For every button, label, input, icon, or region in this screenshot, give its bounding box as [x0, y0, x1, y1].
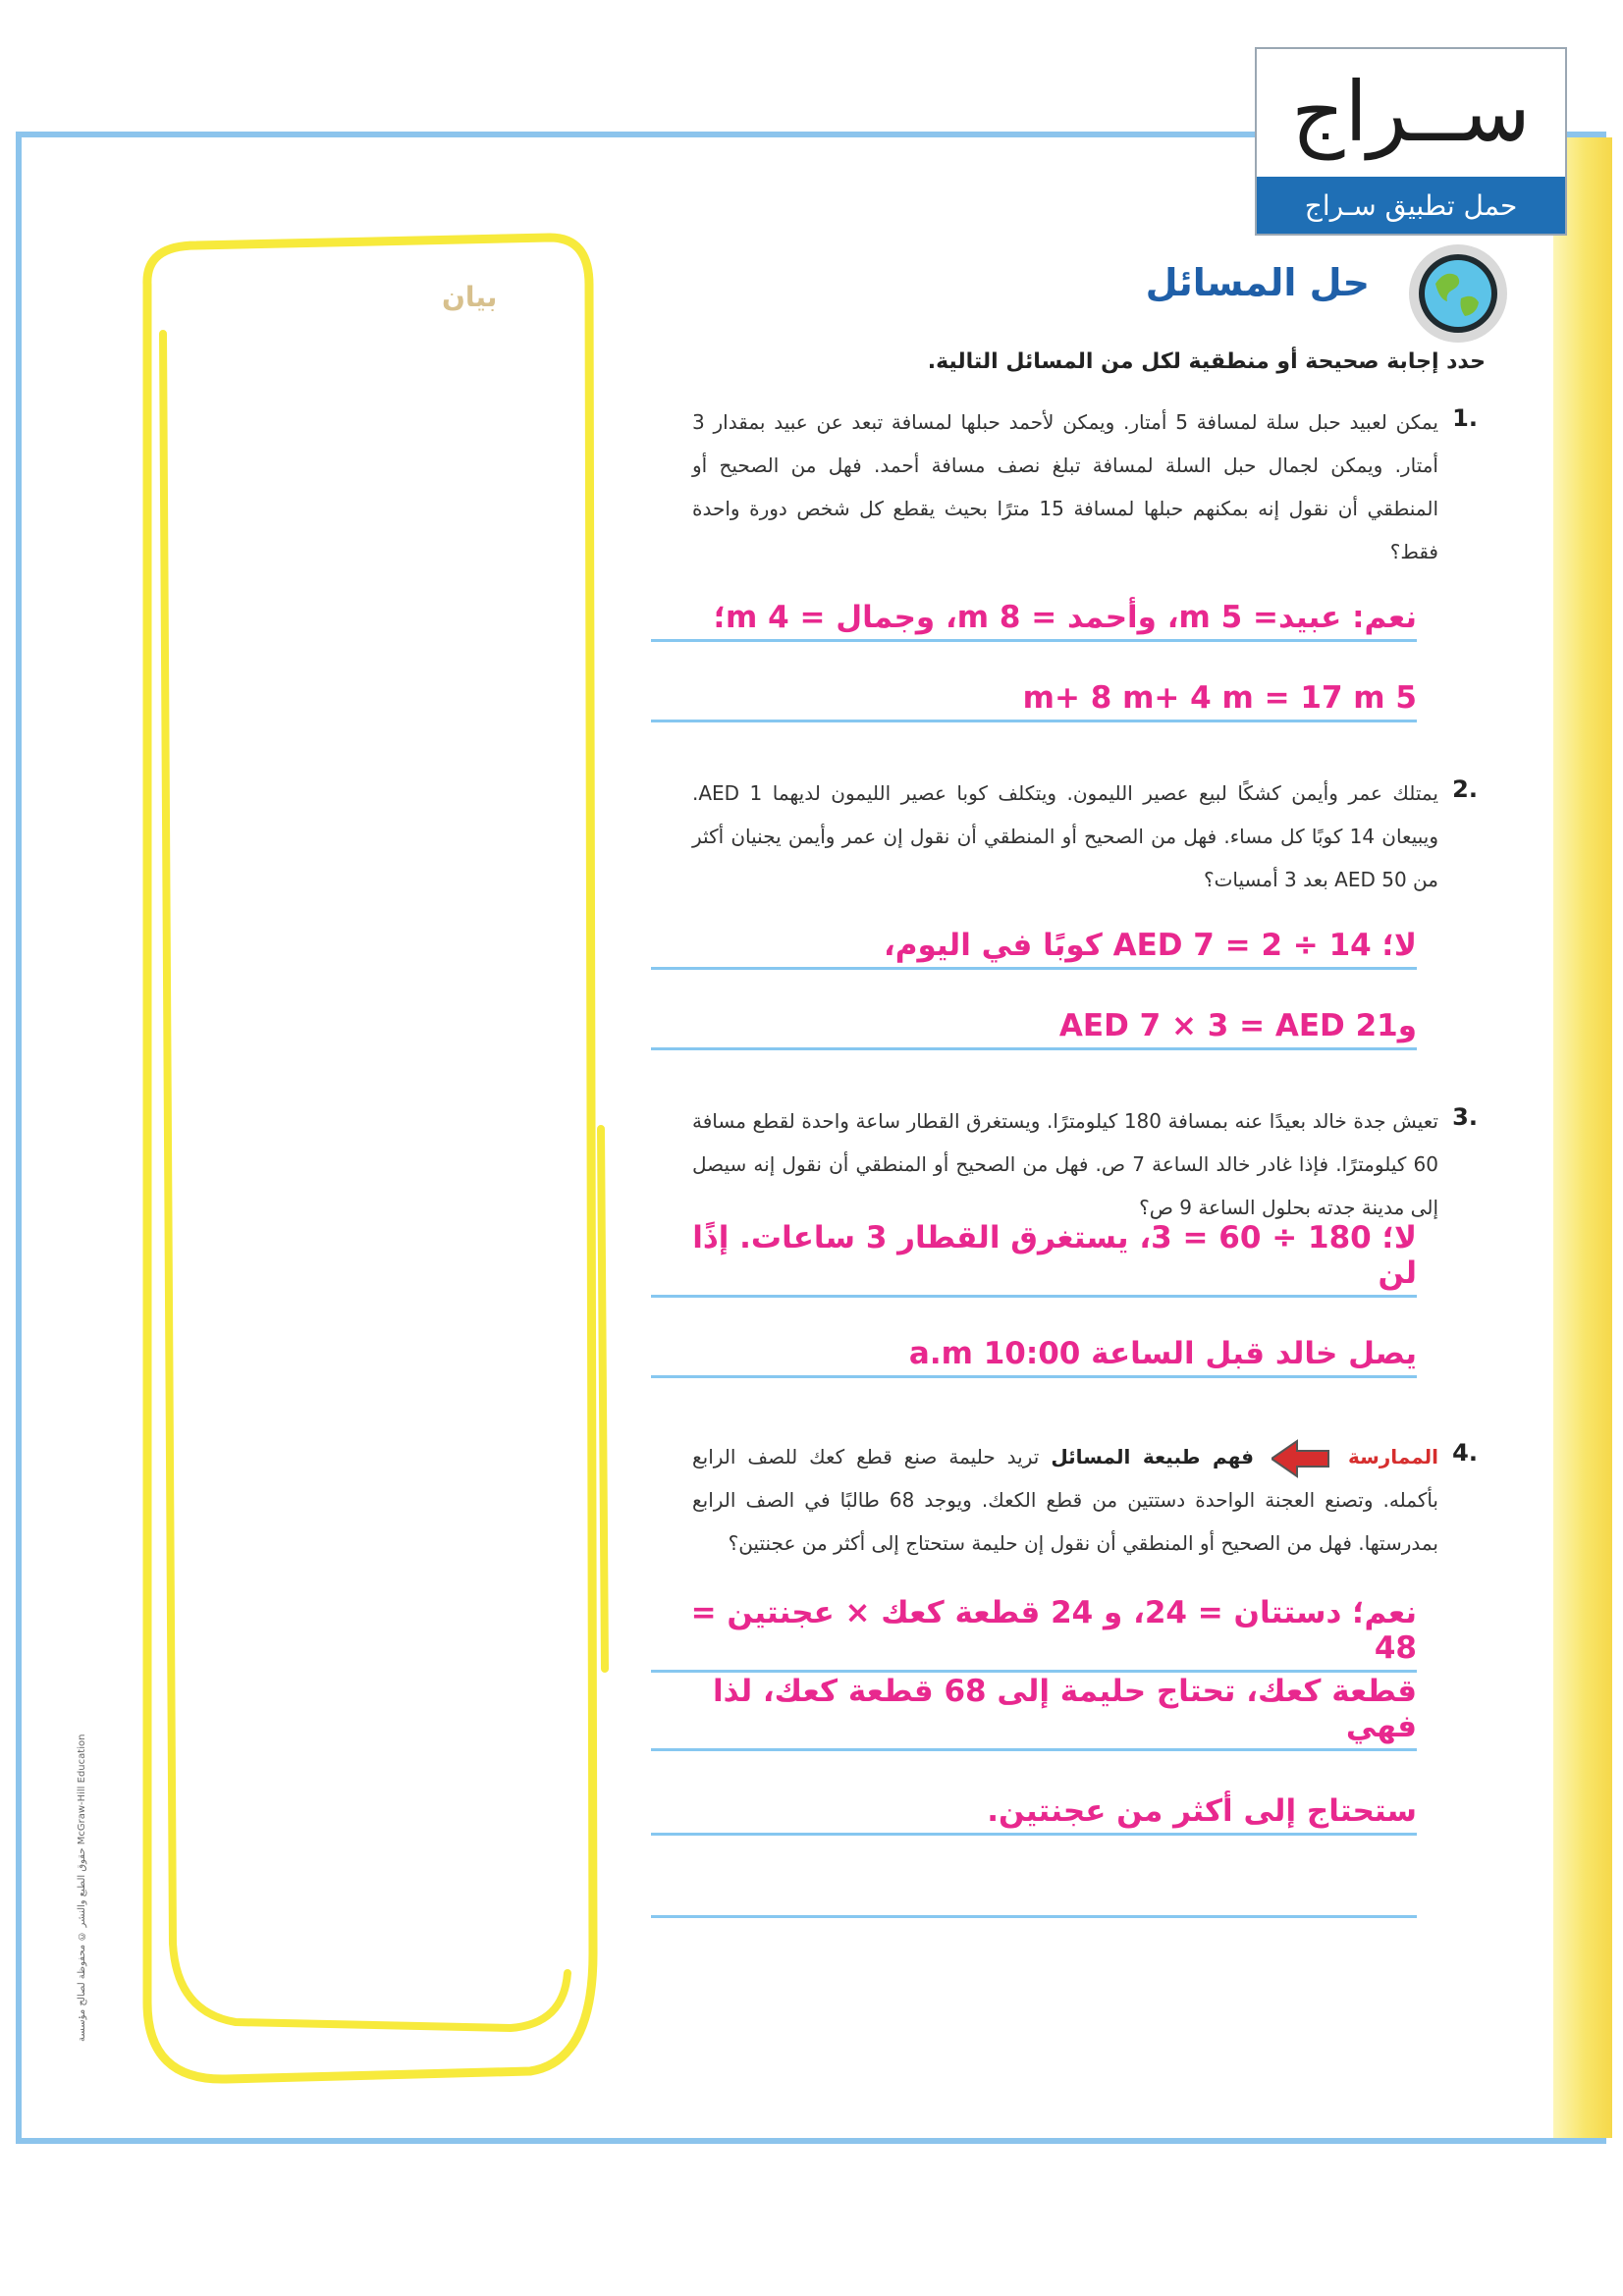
red-arrow-icon: [1271, 1439, 1330, 1478]
stamp-mark: بيان: [442, 281, 498, 313]
answer-1-line-1: نعم: عبيد= 5 m، وأحمد = 8 m، وجمال = 4 m؛: [651, 579, 1417, 642]
app-logo[interactable]: [1255, 47, 1567, 236]
answer-4-line-4: [651, 1855, 1417, 1918]
answer-1-line-2: 5 m+ 8 m+ 4 m = 17 m: [651, 660, 1417, 722]
question-4-text: [692, 1435, 1438, 1565]
question-4-number: 4.: [1452, 1439, 1478, 1467]
answer-4-line-1: نعم؛ دستتان = 24، و 24 قطعة كعك × عجنتين = 48: [651, 1610, 1417, 1673]
answer-4-line-2: قطعة كعك، تحتاج حليمة إلى 68 قطعة كعك، لذا فهي: [651, 1688, 1417, 1751]
copyright-side-note: حقوق الطبع والنشر © محفوظة لصالح مؤسسة McGraw-Hill Education: [77, 1734, 87, 2042]
topic-label: فهم طبيعة المسائل: [1051, 1445, 1255, 1468]
question-2-number: 2.: [1452, 775, 1478, 803]
question-3-number: 3.: [1452, 1103, 1478, 1131]
question-1-text: يمكن لعبيد حبل سلة لمسافة 5 أمتار. ويمكن لأحمد حبلها لمسافة تبعد عن عبيد بمقدار 3 أمتار. ويمكن لجمال حبل السلة لمسافة تبلغ نصف مسافة أحمد. فهل من الصحيح أو المنطقي أن نقول إنه بمكنهم حبلها لمسافة 15 مترًا بحيث يقطع كل شخص دورة واحدة فقط؟: [692, 410, 1438, 563]
answer-4-line-3: ستحتاج إلى أكثر من عجنتين.: [651, 1773, 1417, 1836]
section-title: حل المسائل: [1145, 261, 1370, 304]
instruction-text: حدد إجابة صحيحة أو منطقية لكل من المسائل التالية.: [927, 349, 1486, 374]
yellow-side-strip: [1553, 137, 1612, 2138]
answer-3-line-1: لا؛ 180 ÷ 60 = 3، يستغرق القطار 3 ساعات. إذًا لن: [651, 1235, 1417, 1298]
question-2-text: يمتلك عمر وأيمن كشكًا لبيع عصير الليمون. ويتكلف كوبا عصير الليمون لديهما AED 1. ويبيعان 14 كوبًا كل مساء. فهل من الصحيح أو المنطقي أن نقول إن عمر وأيمن يجنيان أكثر من AED 50 بعد 3 أمسيات؟: [692, 781, 1438, 891]
question-4-body: تريد حليمة صنع قطع كعك للصف الرابع بأكمله. وتصنع العجنة الواحدة دستتين من قطع الكعك. ويوجد 68 طالبًا في الصف الرابع بمدرستها. فهل من الصحيح أو المنطقي أن نقول إن حليمة ستحتاج إلى أكثر من عجنتين؟: [692, 1445, 1438, 1555]
logo-word: ســراج: [1291, 64, 1531, 160]
question-1-number: 1.: [1452, 404, 1478, 432]
answer-2-line-2: وAED 7 × 3 = AED 21: [651, 988, 1417, 1050]
answer-2-line-1: لا؛ 14 ÷ 2 = AED 7 كوبًا في اليوم،: [651, 907, 1417, 970]
globe-icon: [1404, 240, 1512, 347]
question-3-text: تعيش جدة خالد بعيدًا عنه بمسافة 180 كيلومترًا. ويستغرق القطار ساعة واحدة لقطع مسافة 60 كيلومترًا. فإذا غادر خالد الساعة 7 ص. فهل من الصحيح أو المنطقي أن نقول إنه سيصل إلى مدينة جدته بحلول الساعة 9 ص؟: [692, 1109, 1439, 1219]
logo-tagline[interactable]: حمل تطبيق سـراج: [1257, 177, 1565, 234]
answer-3-line-2: يصل خالد قبل الساعة 10:00 a.m: [651, 1315, 1417, 1378]
practice-label: الممارسة: [1348, 1445, 1439, 1468]
